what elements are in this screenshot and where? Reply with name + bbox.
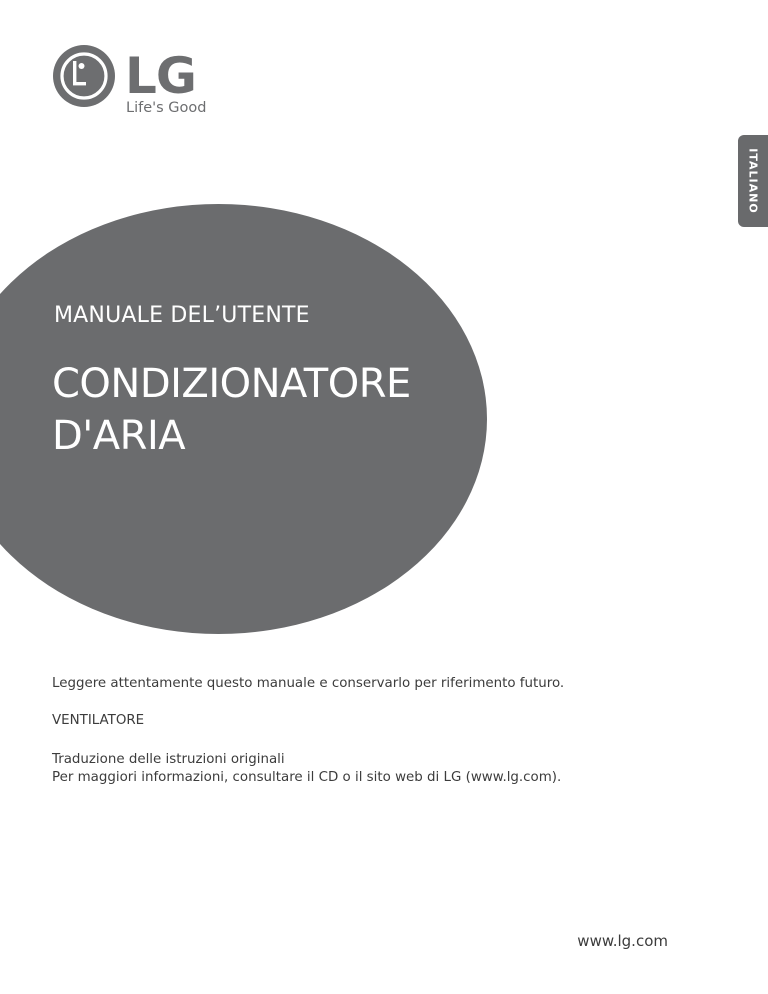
lg-logo	[52, 44, 232, 119]
language-tab	[738, 135, 768, 227]
product-title-line-2: D'ARIA	[52, 413, 186, 459]
brand-name: LG	[125, 47, 196, 105]
lg-face-icon	[52, 44, 116, 108]
instruction-text: Leggere attentamente questo manuale e conservarlo per riferimento futuro.	[52, 676, 565, 691]
website-url: www.lg.com	[577, 932, 668, 950]
product-title-line-1: CONDIZIONATORE	[52, 361, 411, 407]
info-note: Per maggiori informazioni, consultare il CD o il sito web di LG (www.lg.com).	[52, 770, 562, 785]
document-type: MANUALE DEL’UTENTE	[54, 303, 310, 328]
product-title	[52, 358, 411, 462]
language-label: ITALIANO	[746, 148, 760, 214]
translation-note: Traduzione delle istruzioni originali	[52, 752, 285, 767]
brand-tagline: Life's Good	[126, 100, 207, 116]
model-name: VENTILATORE	[52, 713, 145, 728]
